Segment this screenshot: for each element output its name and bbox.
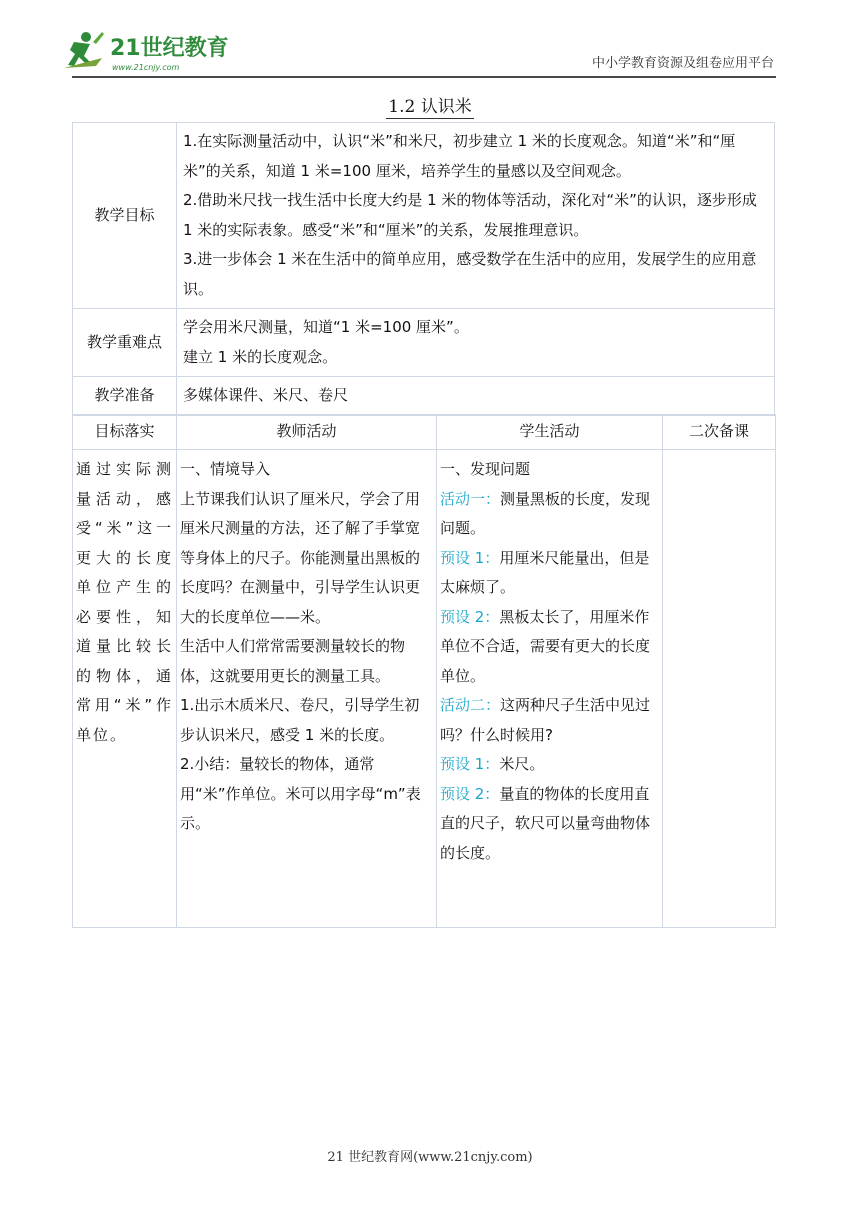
student-line bbox=[440, 691, 659, 750]
student-line-text: 量直的物体的长度用直直的尺子，软尺可以量弯曲物体的长度。 bbox=[440, 784, 651, 862]
logo-main-text: 21世纪教育 bbox=[110, 36, 229, 61]
key-point-line: 建立 1 米的长度观念。 bbox=[183, 347, 338, 366]
student-line-text: 这两种尺子生活中见过吗？什么时候用? bbox=[440, 696, 651, 744]
goal-cell: 通过实际测量活动，感受“米”这一更大的长度单位产生的必要性，知道量比较长的物体，通常用“米”作单位。 bbox=[73, 450, 177, 928]
teacher-line: 2.小结：量较长的物体，通常用“米”作单位。米可以用字母“m”表示。 bbox=[180, 755, 421, 832]
student-line bbox=[440, 603, 659, 692]
info-label: 教学准备 bbox=[73, 377, 177, 416]
teacher-line: 一、情境导入 bbox=[180, 460, 271, 478]
student-line bbox=[440, 485, 659, 544]
activity-table bbox=[72, 414, 776, 928]
site-logo bbox=[62, 28, 232, 74]
second-prep-cell bbox=[663, 450, 776, 928]
student-activity-cell bbox=[437, 450, 663, 928]
teacher-line: 生活中人们常常需要测量较长的物体，这就要用更长的测量工具。 bbox=[180, 637, 406, 685]
student-line-text: 用厘米尺能量出，但是太麻烦了。 bbox=[440, 548, 650, 596]
activity-label: 活动二： bbox=[440, 696, 501, 714]
student-line bbox=[440, 544, 659, 603]
preset-label: 预设 1： bbox=[440, 548, 500, 567]
column-header: 学生活动 bbox=[437, 415, 663, 450]
info-row-preparation bbox=[73, 377, 775, 416]
header-divider bbox=[72, 76, 776, 78]
page-header bbox=[0, 0, 860, 80]
student-line bbox=[440, 750, 659, 780]
teacher-activity-cell bbox=[177, 450, 437, 928]
preset-label: 预设 2： bbox=[440, 607, 500, 626]
activity-body-row bbox=[73, 450, 776, 928]
goal-line: 2.借助米尺找一找生活中长度大约是 1 米的物体等活动，深化对“米”的认识，逐步形成 1 米的实际表象。感受“米”和“厘米”的关系，发展推理意识。 bbox=[183, 191, 757, 239]
student-line bbox=[440, 780, 659, 869]
lesson-title: 1.2 认识米 bbox=[388, 97, 472, 117]
info-label: 教学目标 bbox=[73, 123, 177, 309]
logo-url-text: www.21cnjy.com bbox=[112, 63, 180, 72]
info-content bbox=[177, 377, 775, 416]
lesson-info-table bbox=[72, 122, 775, 416]
column-header: 目标落实 bbox=[73, 415, 177, 450]
preparation-line: 多媒体课件、米尺、卷尺 bbox=[183, 386, 349, 404]
page-footer: 21 世纪教育网(www.21cnjy.com) bbox=[327, 1150, 533, 1165]
student-line-text: 米尺。 bbox=[499, 755, 545, 773]
info-label: 教学重难点 bbox=[73, 309, 177, 377]
preset-label: 预设 2： bbox=[440, 784, 500, 803]
preset-label: 预设 1： bbox=[440, 755, 500, 773]
info-row-goals bbox=[73, 123, 775, 309]
column-header: 教师活动 bbox=[177, 415, 437, 450]
activity-label: 活动一： bbox=[440, 489, 501, 508]
student-line-text: 黑板太长了，用厘米作单位不合适，需要有更大的长度单位。 bbox=[440, 607, 651, 685]
info-content bbox=[177, 123, 775, 309]
goal-line: 3.进一步体会 1 米在生活中的简单应用，感受数学在生活中的应用，发展学生的应用意识。 bbox=[183, 250, 757, 298]
teacher-line: 1.出示木质米尺、卷尺，引导学生初步认识米尺，感受 1 米的长度。 bbox=[180, 696, 420, 744]
runner-logo-icon bbox=[62, 28, 232, 74]
activity-header-row bbox=[73, 415, 776, 450]
student-line bbox=[440, 455, 659, 485]
info-content bbox=[177, 309, 775, 377]
teacher-line: 上节课我们认识了厘米尺，学会了用厘米尺测量的方法，还了解了手掌宽等身体上的尺子。你能测量出黑板的长度吗？在测量中，引导学生认识更大的长度单位——米。 bbox=[180, 489, 421, 626]
student-line-text: 一、发现问题 bbox=[440, 460, 531, 478]
student-line-text: 测量黑板的长度，发现问题。 bbox=[440, 489, 651, 537]
column-header: 二次备课 bbox=[663, 415, 776, 450]
info-row-key-points bbox=[73, 309, 775, 377]
platform-name: 中小学教育资源及组卷应用平台 bbox=[591, 56, 774, 71]
key-point-line: 学会用米尺测量，知道“1 米=100 厘米”。 bbox=[183, 318, 469, 336]
goal-line: 1.在实际测量活动中，认识“米”和米尺，初步建立 1 米的长度观念。知道“米”和“厘米”的关系，知道 1 米=100 厘米，培养学生的量感以及空间观念。 bbox=[183, 132, 736, 180]
